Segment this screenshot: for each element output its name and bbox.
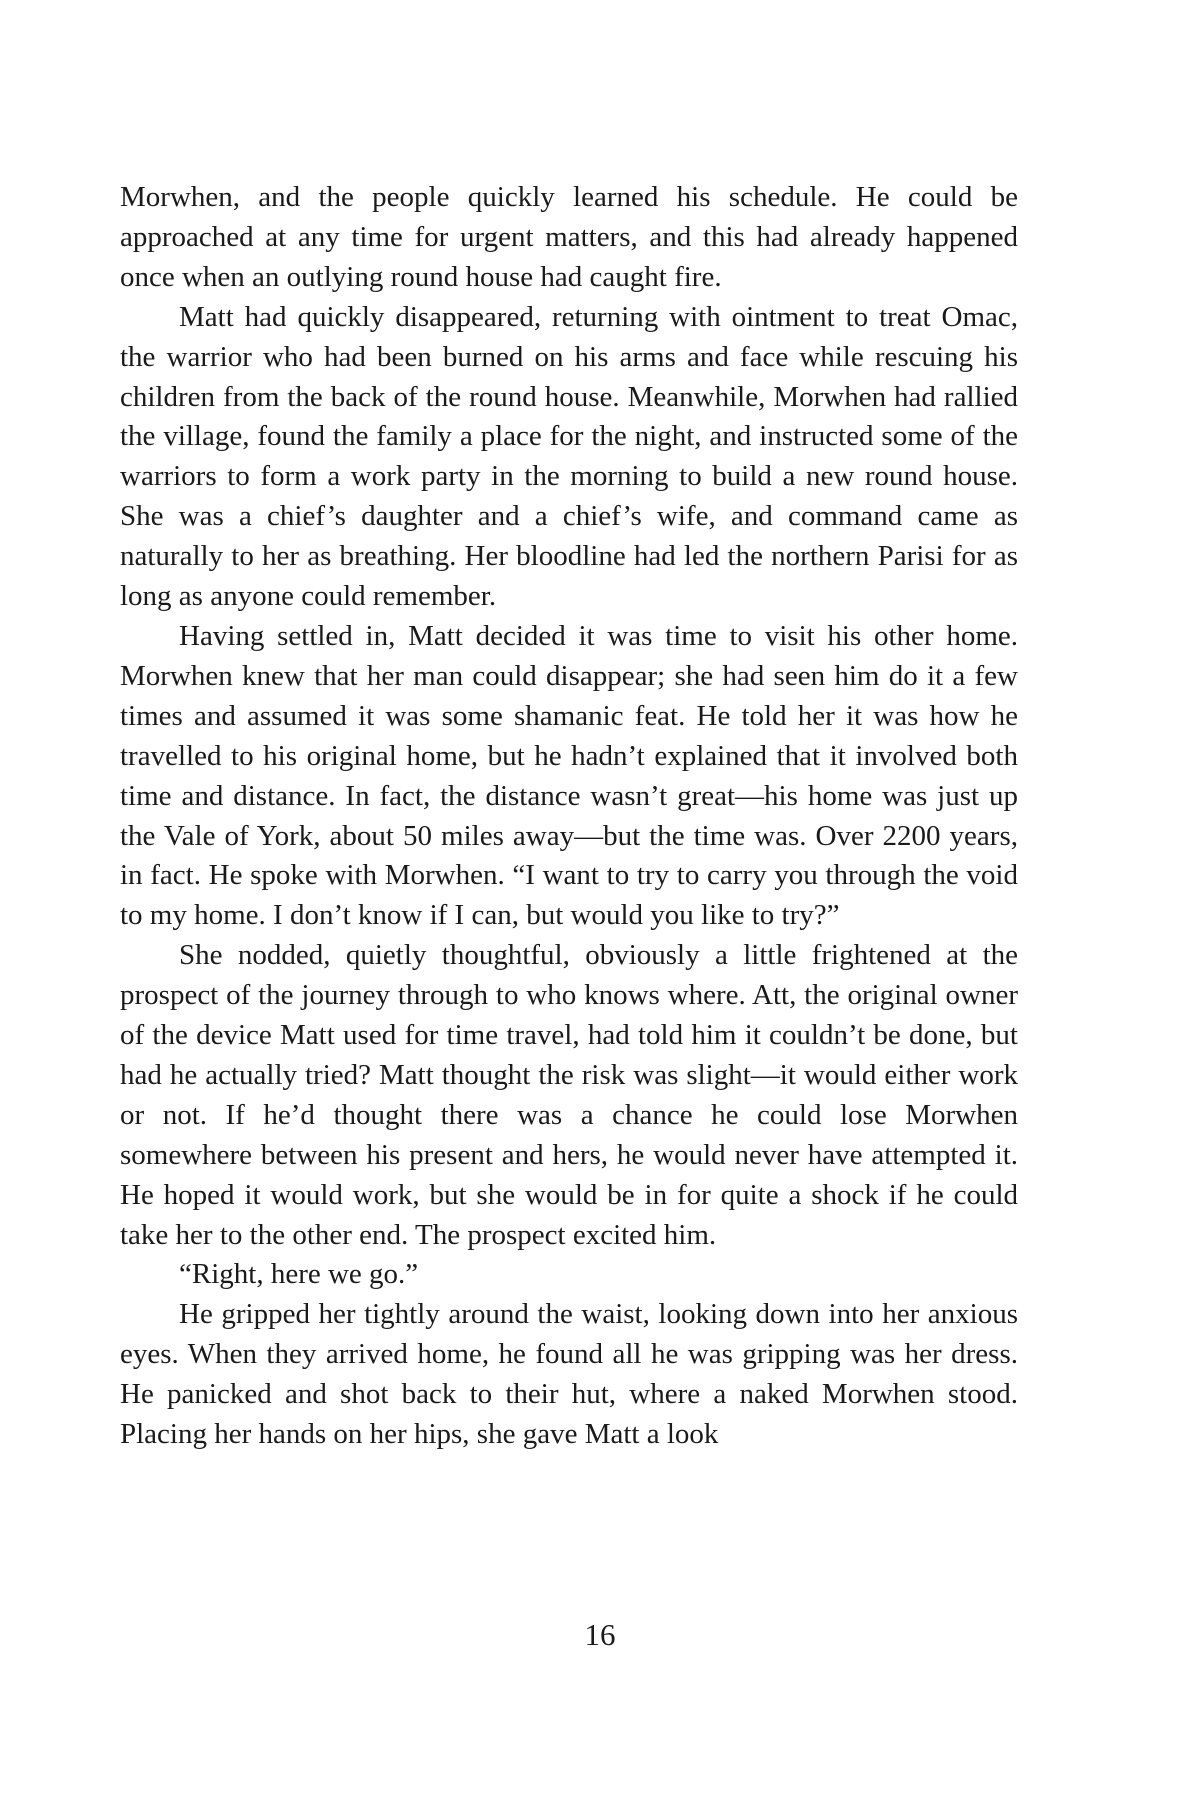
paragraph-5: “Right, here we go.” [179,1258,419,1291]
paragraph-2: Matt had quickly disappeared, returning with ointment to treat Omac, the warrior who had been burned on his arms and face while rescuing his children from the back of the round house. Meanwhile, Morwhen had rallied the village, found the family a place for the night, and instructed some of the warriors to form a work party in the morning to build a new round house. She was a chief’s daughter and a chief’s wife, and command came as naturally to her as breathing. Her bloodline had led the northern Parisi for as long as anyone could remember. [120,300,1018,613]
paragraph-4: She nodded, quietly thoughtful, obviously a little frightened at the prospect of the journey through to who knows where. Att, the original owner of the device Matt used for time travel, had told him it couldn’t be done, but had he actually tried? Matt thought the risk was slight—it would either work or not. If he’d thought there was a chance he could lose Morwhen somewhere between his present and hers, he would never have attempted it. He hoped it would work, but she would be in for quite a shock if he could take her to the other end. The prospect excited him. [120,939,1018,1251]
page-number: 16 [584,1617,616,1652]
paragraph-6: He gripped her tightly around the waist, looking down into her anxious eyes. When they arrived home, he found all he was gripping was her dress. He panicked and shot back to their hut, where a naked Morwhen stood. Placing her hands on her hips, she gave Matt a look [120,1298,1018,1451]
paragraph-1: Morwhen, and the people quickly learned his schedule. He could be approached at any time for urgent matters, and this had already happened once when an outlying round house had caught fire. [120,181,1018,293]
body-text [120,178,1018,1455]
paragraph-3: Having settled in, Matt decided it was time to visit his other home. Morwhen knew that her man could disappear; she had seen him do it a few times and assumed it was some shamanic feat. He told her it was how he travelled to his original home, but he hadn’t explained that it involved both time and distance. In fact, the distance wasn’t great—his home was just up the Vale of York, about 50 miles away—but the time was. Over 2200 years, in fact. He spoke with Morwhen. “I want to try to carry you through the void to my home. I don’t know if I can, but would you like to try?” [120,619,1018,932]
